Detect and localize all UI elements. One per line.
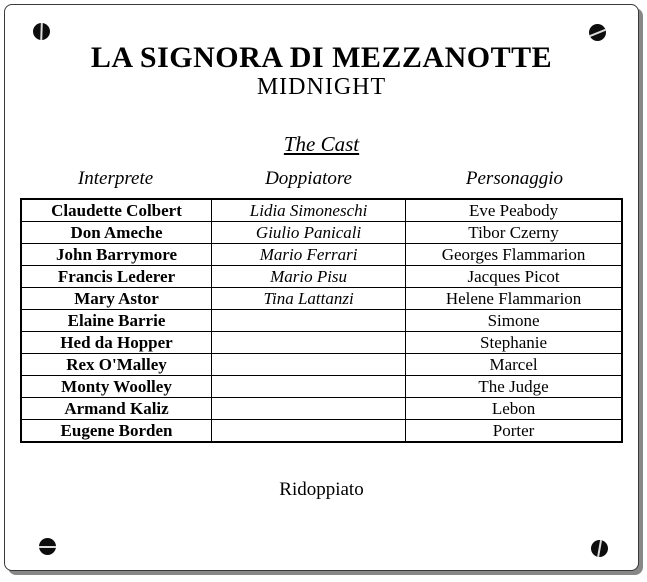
cast-table-row (21, 244, 622, 266)
cast-table-body (21, 199, 622, 442)
cast-cell-interprete: Mary Astor (21, 288, 212, 310)
cast-table-row (21, 420, 622, 443)
cast-cell-personaggio: The Judge (406, 376, 622, 398)
cast-cell-doppiatore: Lidia Simoneschi (212, 199, 406, 222)
cast-cell-interprete: Monty Woolley (21, 376, 212, 398)
cast-table-column-headers (20, 168, 623, 190)
cast-cell-personaggio: Eve Peabody (406, 199, 622, 222)
cast-cell-interprete: Rex O'Malley (21, 354, 212, 376)
cast-cell-personaggio: Georges Flammarion (406, 244, 622, 266)
cast-cell-personaggio: Jacques Picot (406, 266, 622, 288)
cast-table-row (21, 199, 622, 222)
cast-cell-doppiatore: Mario Pisu (212, 266, 406, 288)
cast-cell-personaggio: Simone (406, 310, 622, 332)
section-heading-text: The Cast (283, 132, 360, 156)
cast-cell-interprete: Don Ameche (21, 222, 212, 244)
cast-cell-personaggio: Stephanie (406, 332, 622, 354)
cast-table-row (21, 310, 622, 332)
cast-cell-interprete: John Barrymore (21, 244, 212, 266)
cast-table-row (21, 288, 622, 310)
screw-bottom-right-icon (591, 540, 608, 557)
cast-cell-interprete: Claudette Colbert (21, 199, 212, 222)
screw-bottom-left-icon (39, 538, 56, 555)
cast-table-row (21, 398, 622, 420)
section-heading-the-cast (5, 132, 638, 156)
cast-table-row (21, 376, 622, 398)
cast-cell-doppiatore (212, 332, 406, 354)
cast-cell-interprete: Hed da Hopper (21, 332, 212, 354)
movie-title-italian: LA SIGNORA DI MEZZANOTTE (90, 41, 553, 74)
cast-cell-doppiatore (212, 310, 406, 332)
column-header-doppiatore: Doppiatore (265, 168, 352, 189)
cast-cell-personaggio: Marcel (406, 354, 622, 376)
cast-cell-interprete: Elaine Barrie (21, 310, 212, 332)
cast-cell-doppiatore (212, 376, 406, 398)
cast-cell-doppiatore: Mario Ferrari (212, 244, 406, 266)
cast-cell-doppiatore (212, 420, 406, 443)
screw-top-right-icon (589, 24, 606, 41)
cast-table (20, 198, 623, 443)
cast-cell-doppiatore (212, 354, 406, 376)
cast-table-row (21, 266, 622, 288)
cast-cell-personaggio: Porter (406, 420, 622, 443)
cast-cell-interprete: Eugene Borden (21, 420, 212, 443)
cast-cell-interprete: Francis Lederer (21, 266, 212, 288)
screw-top-left-icon (33, 23, 50, 40)
cast-cell-interprete: Armand Kaliz (21, 398, 212, 420)
cast-cell-doppiatore (212, 398, 406, 420)
cast-table-row (21, 332, 622, 354)
cast-cell-personaggio: Helene Flammarion (406, 288, 622, 310)
cast-table-row (21, 354, 622, 376)
cast-table-area (20, 168, 623, 443)
cast-cell-personaggio: Tibor Czerny (406, 222, 622, 244)
column-header-personaggio: Personaggio (465, 168, 563, 189)
cast-cell-doppiatore: Giulio Panicali (212, 222, 406, 244)
movie-title-original: MIDNIGHT (256, 74, 387, 100)
footer-note: Ridoppiato (279, 479, 364, 500)
cast-cell-personaggio: Lebon (406, 398, 622, 420)
cast-cell-doppiatore: Tina Lattanzi (212, 288, 406, 310)
plaque (4, 4, 639, 571)
column-header-interprete: Interprete (77, 168, 154, 189)
cast-table-row (21, 222, 622, 244)
